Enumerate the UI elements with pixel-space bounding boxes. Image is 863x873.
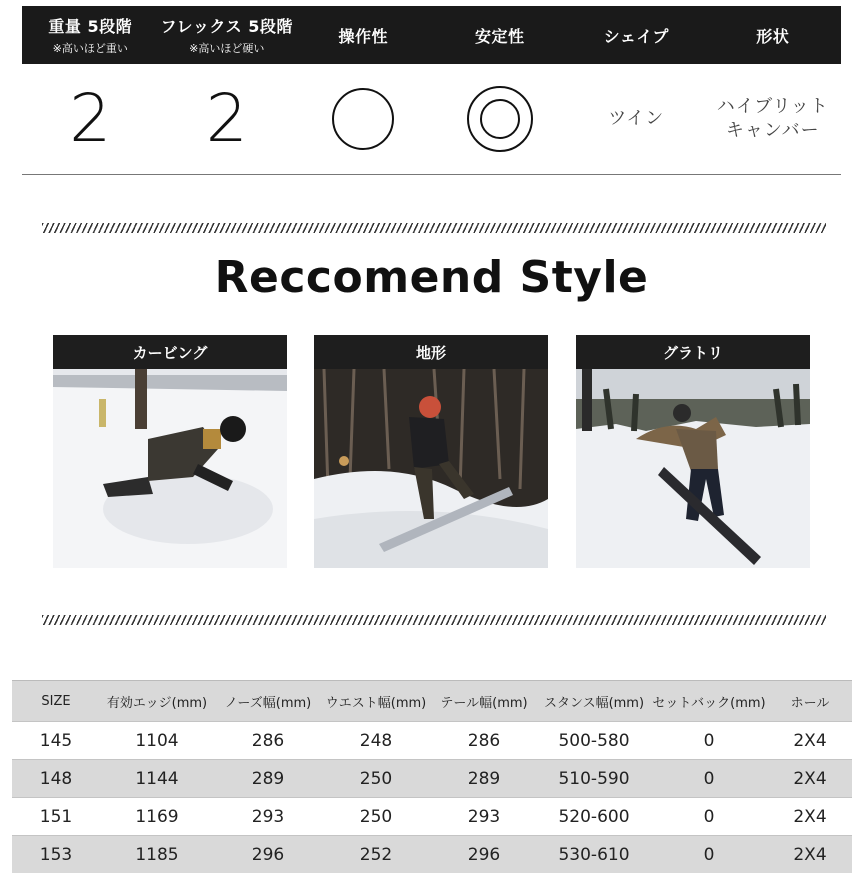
table-row: 148 1144 289 250 289 510-590 0 2X4 (12, 760, 852, 798)
hatch-divider-top (42, 223, 826, 233)
shape-value (568, 64, 705, 174)
table-row: 145 1104 286 248 286 500-580 0 2X4 (12, 722, 852, 760)
flex-rating: 2 (206, 86, 248, 152)
table-row: 153 1185 296 252 296 530-610 0 2X4 (12, 836, 852, 873)
style-label: カービング (53, 335, 287, 369)
table-row: 151 1169 293 250 293 520-600 0 2X4 (12, 798, 852, 836)
header-shape: シェイプ (568, 6, 705, 64)
style-card-terrain (314, 335, 548, 568)
style-card-ground-trick (576, 335, 810, 568)
double-circle-mark-icon (467, 86, 533, 152)
size-table (12, 680, 852, 873)
terrain-photo (314, 369, 548, 568)
header-stability: 安定性 (432, 6, 569, 64)
col-tail: テール幅(mm) (430, 681, 538, 722)
stability-value (432, 64, 569, 174)
col-nose: ノーズ幅(mm) (214, 681, 322, 722)
form-text: ハイブリット キャンバー (717, 95, 829, 144)
form-value (705, 64, 842, 174)
carving-photo (53, 369, 287, 568)
col-edge: 有効エッジ(mm) (100, 681, 214, 722)
hatch-divider-bottom (42, 615, 826, 625)
spec-header (22, 6, 841, 64)
style-card-carving (53, 335, 287, 568)
col-stance: スタンス幅(mm) (538, 681, 650, 722)
section-title: Reccomend Style (0, 252, 863, 303)
col-hole: ホール (768, 681, 852, 722)
col-setback: セットバック(mm) (650, 681, 768, 722)
ground-trick-photo (576, 369, 810, 568)
col-waist: ウエスト幅(mm) (322, 681, 430, 722)
shape-text: ツイン (608, 107, 664, 131)
header-form: 形状 (705, 6, 842, 64)
weight-value (22, 64, 159, 174)
style-label: グラトリ (576, 335, 810, 369)
weight-rating: 2 (69, 86, 111, 152)
header-handling: 操作性 (295, 6, 432, 64)
handling-value (295, 64, 432, 174)
flex-value (159, 64, 296, 174)
table-header-row (12, 681, 852, 722)
header-weight: 重量 5段階 ※高いほど重い (22, 6, 159, 64)
header-flex: フレックス 5段階 ※高いほど硬い (159, 6, 296, 64)
spec-values (22, 64, 841, 175)
circle-mark-icon (332, 88, 394, 150)
col-size: SIZE (12, 681, 100, 722)
style-label: 地形 (314, 335, 548, 369)
